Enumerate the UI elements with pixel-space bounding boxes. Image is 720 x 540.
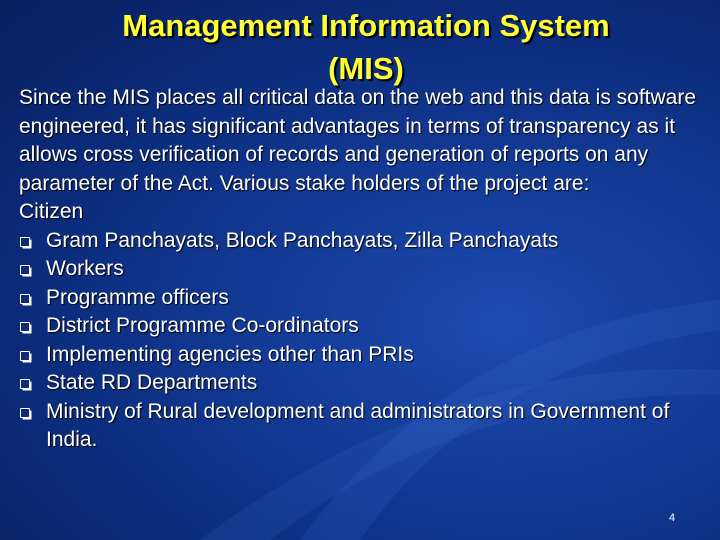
- hollow-square-bullet-icon: [20, 351, 30, 361]
- stakeholder-list: [19, 227, 719, 455]
- list-item-label: Ministry of Rural development and administrators in Government of India.: [46, 399, 670, 451]
- page-title: Management Information System: [122, 8, 610, 43]
- list-item: [19, 369, 719, 398]
- hollow-square-bullet-icon: [20, 265, 30, 275]
- list-item-label: Implementing agencies other than PRIs: [46, 342, 414, 366]
- list-item: [19, 341, 719, 370]
- hollow-square-bullet-icon: [20, 408, 30, 418]
- list-item-label: Gram Panchayats, Block Panchayats, Zilla Panchayats: [46, 228, 559, 252]
- list-item: [19, 227, 719, 256]
- list-item: [19, 284, 719, 313]
- slide-body: [19, 84, 719, 455]
- intro-paragraph: Since the MIS places all critical data on the web and this data is software engineered, it has significant advantages in terms of transparency as it allows cross verification of records and generation of reports on any parameter of the Act. Various stake holders of the project are:: [19, 86, 697, 195]
- page-title-line2: (MIS): [328, 51, 404, 86]
- list-item-citizen: Citizen: [19, 200, 84, 223]
- hollow-square-bullet-icon: [20, 379, 30, 389]
- list-item: [19, 398, 719, 455]
- hollow-square-bullet-icon: [20, 294, 30, 304]
- slide-number: 4: [669, 512, 676, 524]
- list-item: [19, 255, 719, 284]
- list-item-label: Programme officers: [46, 285, 229, 309]
- list-item-label: District Programme Co-ordinators: [46, 314, 359, 337]
- list-item-label: State RD Departments: [46, 371, 258, 394]
- hollow-square-bullet-icon: [20, 322, 30, 332]
- hollow-square-bullet-icon: [20, 237, 30, 247]
- list-item: [19, 312, 719, 341]
- list-item-label: Workers: [46, 257, 124, 280]
